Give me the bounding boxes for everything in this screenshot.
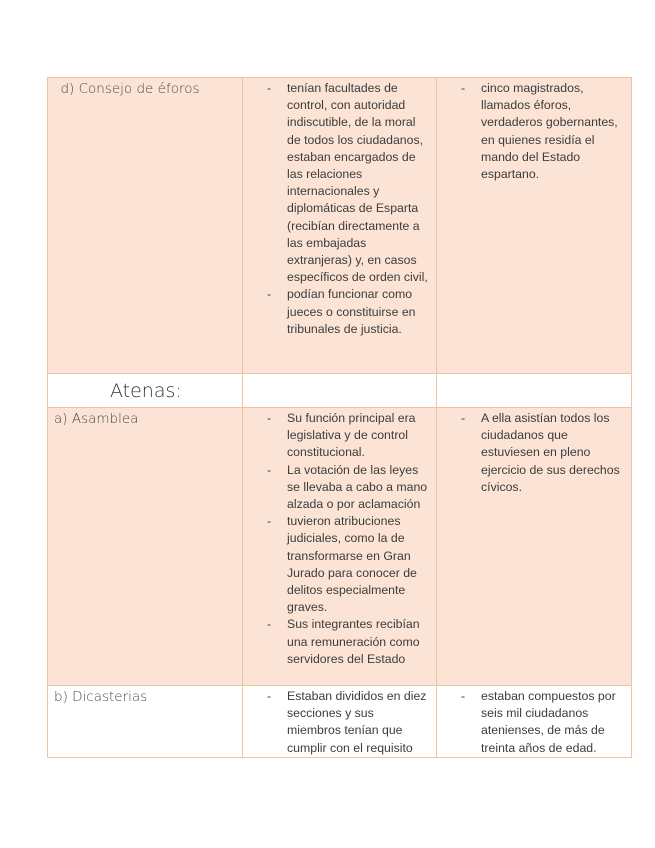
government-table <box>47 77 632 758</box>
functions-cell <box>243 408 437 686</box>
empty-cell <box>437 374 632 408</box>
section-heading: Atenas: <box>110 380 182 402</box>
composition-cell <box>437 408 632 686</box>
list-item: - A ella asistían todos los ciudadanos que estuviesen en pleno ejercicio de sus derechos cívicos. <box>461 410 625 496</box>
functions-list <box>243 78 436 338</box>
body-name-label: b) Dicasterias <box>54 689 148 705</box>
section-heading-cell <box>48 374 243 408</box>
composition-cell <box>437 686 632 758</box>
list-item: - La votación de las leyes se llevaba a cabo a mano alzada o por aclamación <box>267 462 430 514</box>
functions-list <box>243 408 436 668</box>
table-row <box>48 78 632 374</box>
functions-cell <box>243 686 437 758</box>
list-item: - cinco magistrados, llamados éforos, verdaderos gobernantes, en quienes residía el mando del Estado espartano. <box>461 80 625 183</box>
list-item: - tuvieron atribuciones judiciales, como la de transformarse en Gran Jurado para conocer de delitos especialmente graves. <box>267 513 430 616</box>
functions-cell <box>243 78 437 374</box>
composition-list <box>437 686 631 757</box>
list-item: - Su función principal era legislativa y de control constitucional. <box>267 410 430 462</box>
functions-list <box>243 686 436 757</box>
body-name-cell <box>48 408 243 686</box>
empty-cell <box>243 374 437 408</box>
table-row <box>48 408 632 686</box>
composition-list <box>437 78 631 183</box>
table-row <box>48 374 632 408</box>
list-item: - estaban compuestos por seis mil ciudadanos atenienses, de más de treinta años de edad. <box>461 688 625 757</box>
composition-list <box>437 408 631 496</box>
table-row <box>48 686 632 758</box>
list-item: - Sus integrantes recibían una remuneración como servidores del Estado <box>267 616 430 668</box>
body-name-cell <box>48 78 243 374</box>
body-name-label: d) Consejo de éforos <box>60 81 200 97</box>
list-item: - Estaban divididos en diez secciones y sus miembros tenían que cumplir con el requisito <box>267 688 430 757</box>
body-name-cell <box>48 686 243 758</box>
composition-cell <box>437 78 632 374</box>
list-item: - podían funcionar como jueces o constituirse en tribunales de justicia. <box>267 286 430 338</box>
list-item: - tenían facultades de control, con autoridad indiscutible, de la moral de todos los ciudadanos, estaban encargados de las relaciones internacionales y diplomáticas de Esparta (recibían directamente a las embajadas extranjeras) y, en casos específicos de orden civil, <box>267 80 430 286</box>
body-name-label: a) Asamblea <box>54 411 139 427</box>
